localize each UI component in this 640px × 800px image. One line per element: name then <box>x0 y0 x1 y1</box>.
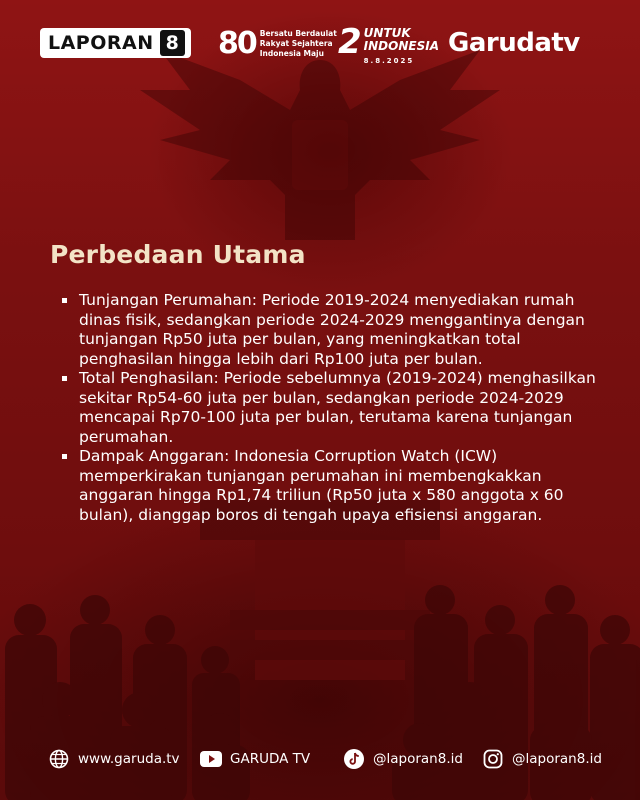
list-item <box>62 291 602 369</box>
untuk-indonesia-logo-text: UNTUK INDONESIA 8.8.2025 <box>364 24 439 68</box>
social-footer <box>0 744 640 774</box>
untuk-indonesia-logo-number: 2 <box>338 22 362 62</box>
youtube-label: GARUDA TV <box>230 751 311 767</box>
bullet-marker <box>62 298 67 303</box>
section-heading: Perbedaan Utama <box>50 240 306 269</box>
globe-icon <box>48 748 70 770</box>
instagram-label: @laporan8.id <box>512 751 602 767</box>
youtube-link[interactable] <box>200 748 310 770</box>
website-label: www.garuda.tv <box>78 751 180 767</box>
tiktok-label: @laporan8.id <box>373 751 463 767</box>
tiktok-icon <box>343 748 365 770</box>
list-item <box>62 447 602 525</box>
youtube-icon <box>200 748 222 770</box>
ri80-logo <box>218 26 337 61</box>
ri80-logo-tagline: Bersatu Berdaulat Rakyat Sejahtera Indonesia Maju <box>259 28 337 58</box>
garudatv-logo: Garudatv <box>448 28 580 58</box>
list-item-text: Dampak Anggaran: Indonesia Corruption Watch (ICW) memperkirakan tunjangan perumahan ini membengkakkan anggaran hingga Rp1,74 triliun (Rp50 juta x 580 anggota x 60 bulan), dianggap boros di tengah upaya efisiensi anggaran. <box>79 447 564 524</box>
website-link[interactable] <box>48 748 180 770</box>
instagram-icon <box>482 748 504 770</box>
laporan8-logo-number: 8 <box>160 30 185 56</box>
instagram-link[interactable] <box>482 748 602 770</box>
list-item-text: Tunjangan Perumahan: Periode 2019-2024 menyediakan rumah dinas fisik, sedangkan periode 2024-2029 menggantinya dengan tunjangan Rp50 juta per bulan, yang meningkatkan total penghasilan hingga lebih dari Rp100 juta per bulan. <box>79 291 585 368</box>
bullet-marker <box>62 454 67 459</box>
tiktok-link[interactable] <box>343 748 463 770</box>
laporan8-logo-word: LAPORAN <box>48 32 154 54</box>
untuk-indonesia-logo-date: 8.8.2025 <box>363 57 415 65</box>
ri80-logo-number: 80 <box>218 26 256 61</box>
list-item-text: Total Penghasilan: Periode sebelumnya (2019-2024) menghasilkan sekitar Rp54-60 juta per bulan, sedangkan periode 2024-2029 mencapai Rp70-100 juta per bulan, terutama karena tunjangan perumahan. <box>79 369 596 446</box>
bullet-marker <box>62 376 67 381</box>
list-item <box>62 369 602 447</box>
bullet-list <box>62 291 602 525</box>
laporan8-logo <box>40 28 191 58</box>
logo-bar <box>0 22 640 66</box>
untuk-indonesia-logo <box>338 24 439 68</box>
